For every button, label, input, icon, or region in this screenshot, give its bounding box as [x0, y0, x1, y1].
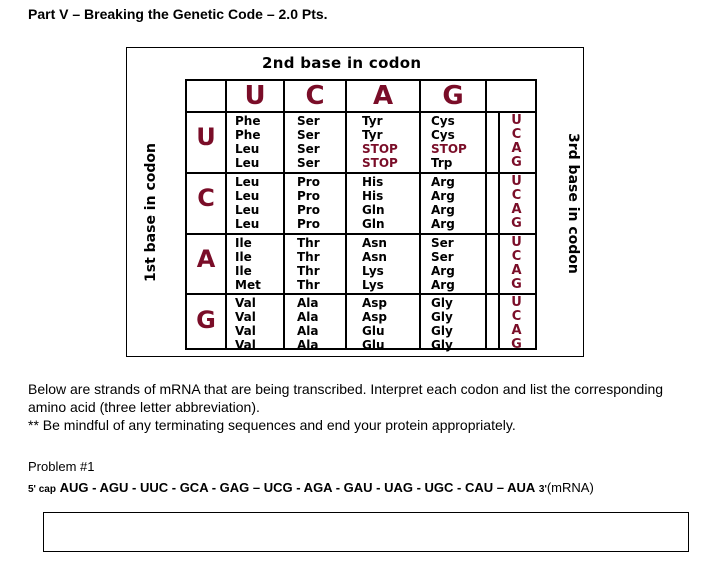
- header-base-a: A: [347, 81, 421, 111]
- codon-table-figure: [126, 47, 584, 357]
- strand-type: (mRNA): [546, 480, 594, 495]
- section-heading: Part V – Breaking the Genetic Code – 2.0 Pts.: [28, 6, 328, 22]
- instructions-text: Below are strands of mRNA that are being transcribed. Interpret each codon and list the corresponding amino acid (three letter abbreviation).: [28, 381, 664, 415]
- header-spacer: [187, 81, 227, 111]
- mrna-strand: [28, 480, 594, 495]
- codon-cell-cu: Leu Leu Leu Leu: [235, 175, 260, 231]
- third-base-group-u: U C A G: [511, 113, 522, 170]
- first-base-g: G: [196, 306, 216, 334]
- codon-cell-ag: Ser Ser Arg Arg: [431, 236, 455, 292]
- first-base-c: C: [197, 184, 215, 212]
- instructions-note: ** Be mindful of any terminating sequences and end your protein appropriately.: [28, 417, 516, 433]
- codon-cell-uu: Phe Phe Leu Leu: [235, 114, 261, 170]
- answer-input[interactable]: [44, 513, 688, 551]
- third-base-group-g: U C A G: [511, 295, 522, 352]
- codon-cell-gg: Gly Gly Gly Gly: [431, 296, 453, 352]
- codon-cell-au: Ile Ile Ile Met: [235, 236, 261, 292]
- five-prime-cap: 5' cap: [28, 484, 56, 495]
- header-base-c: C: [285, 81, 347, 111]
- first-base-a: A: [196, 245, 216, 273]
- problem-label: Problem #1: [28, 459, 95, 474]
- codon-cell-ac: Thr Thr Thr Thr: [297, 236, 320, 292]
- header-base-u: U: [227, 81, 285, 111]
- instructions: [28, 380, 668, 434]
- answer-box[interactable]: [43, 512, 689, 552]
- codon-cell-cg: Arg Arg Arg Arg: [431, 175, 455, 231]
- first-base-u: U: [196, 123, 216, 151]
- third-base-group-a: U C A G: [511, 235, 522, 292]
- codon-cell-uc: Ser Ser Ser Ser: [297, 114, 320, 170]
- codon-grid: [185, 79, 537, 350]
- codon-cell-gu: Val Val Val Val: [235, 296, 256, 352]
- codon-cell-ua: Tyr Tyr STOP STOP: [362, 114, 398, 170]
- codon-cell-gc: Ala Ala Ala Ala: [297, 296, 319, 352]
- third-base-group-c: U C A G: [511, 174, 522, 231]
- codon-sequence: AUG - AGU - UUC - GCA - GAG – UCG - AGA - GAU - UAG - UGC - CAU – AUA: [59, 480, 536, 495]
- codon-cell-aa: Asn Asn Lys Lys: [362, 236, 387, 292]
- codon-cell-cc: Pro Pro Pro Pro: [297, 175, 320, 231]
- third-base-title: 3rd base in codon: [565, 132, 581, 274]
- codon-cell-ga: Asp Asp Glu Glu: [362, 296, 388, 352]
- second-base-header: [187, 81, 535, 113]
- three-prime-end: 3': [538, 484, 547, 495]
- codon-cell-ca: His His Gln Gln: [362, 175, 385, 231]
- second-base-title: 2nd base in codon: [262, 54, 422, 72]
- codon-cell-ug: Cys Cys STOP Trp: [431, 114, 467, 170]
- header-base-g: G: [421, 81, 487, 111]
- first-base-title: 1st base in codon: [143, 143, 159, 283]
